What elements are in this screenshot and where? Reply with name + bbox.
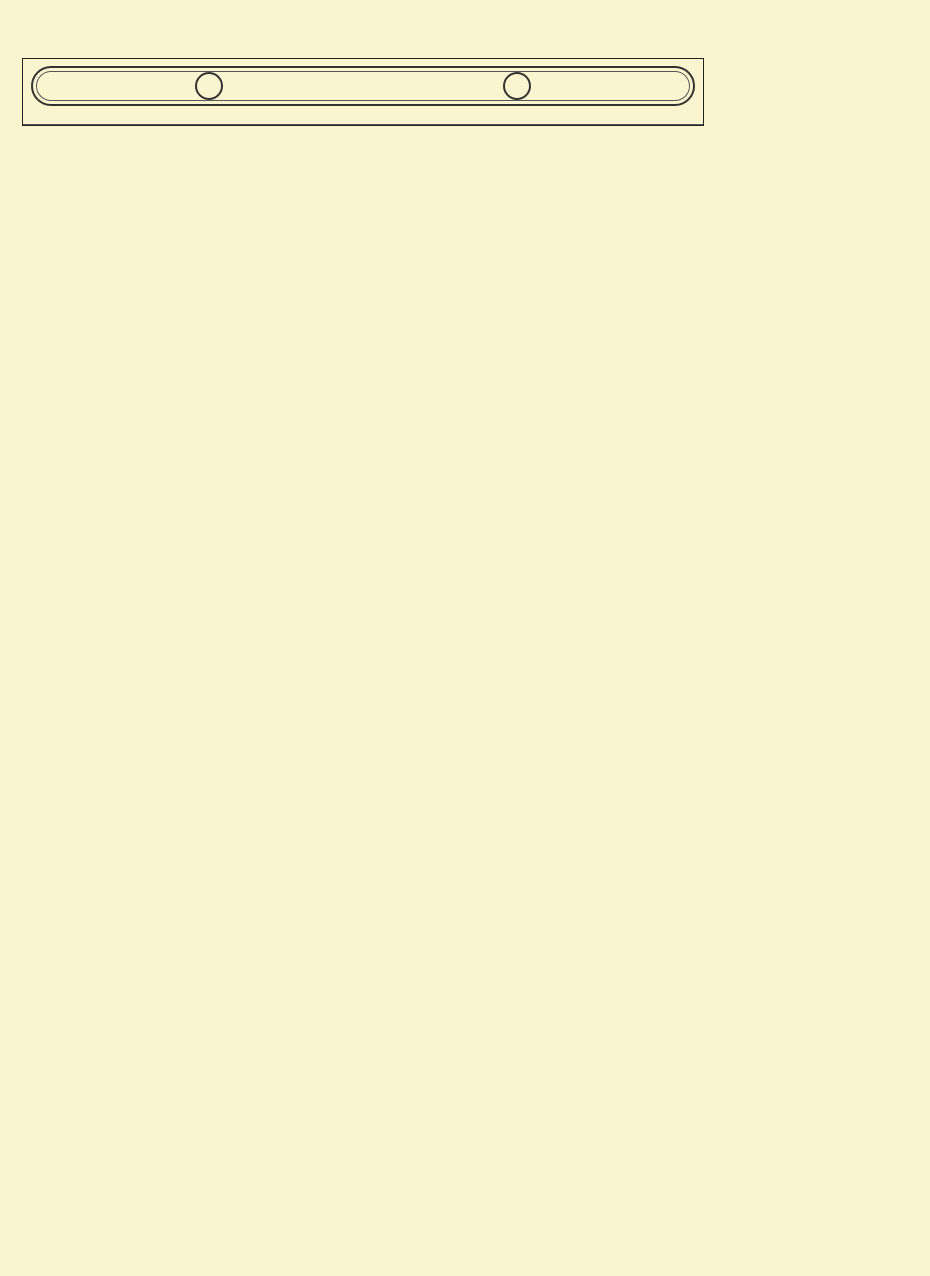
page-header (0, 0, 930, 58)
word-by-word-grid (22, 58, 704, 126)
surah-banner (23, 59, 703, 125)
ornament-icon (503, 72, 531, 100)
ornament-icon (195, 72, 223, 100)
surah-banner-frame (31, 66, 695, 106)
